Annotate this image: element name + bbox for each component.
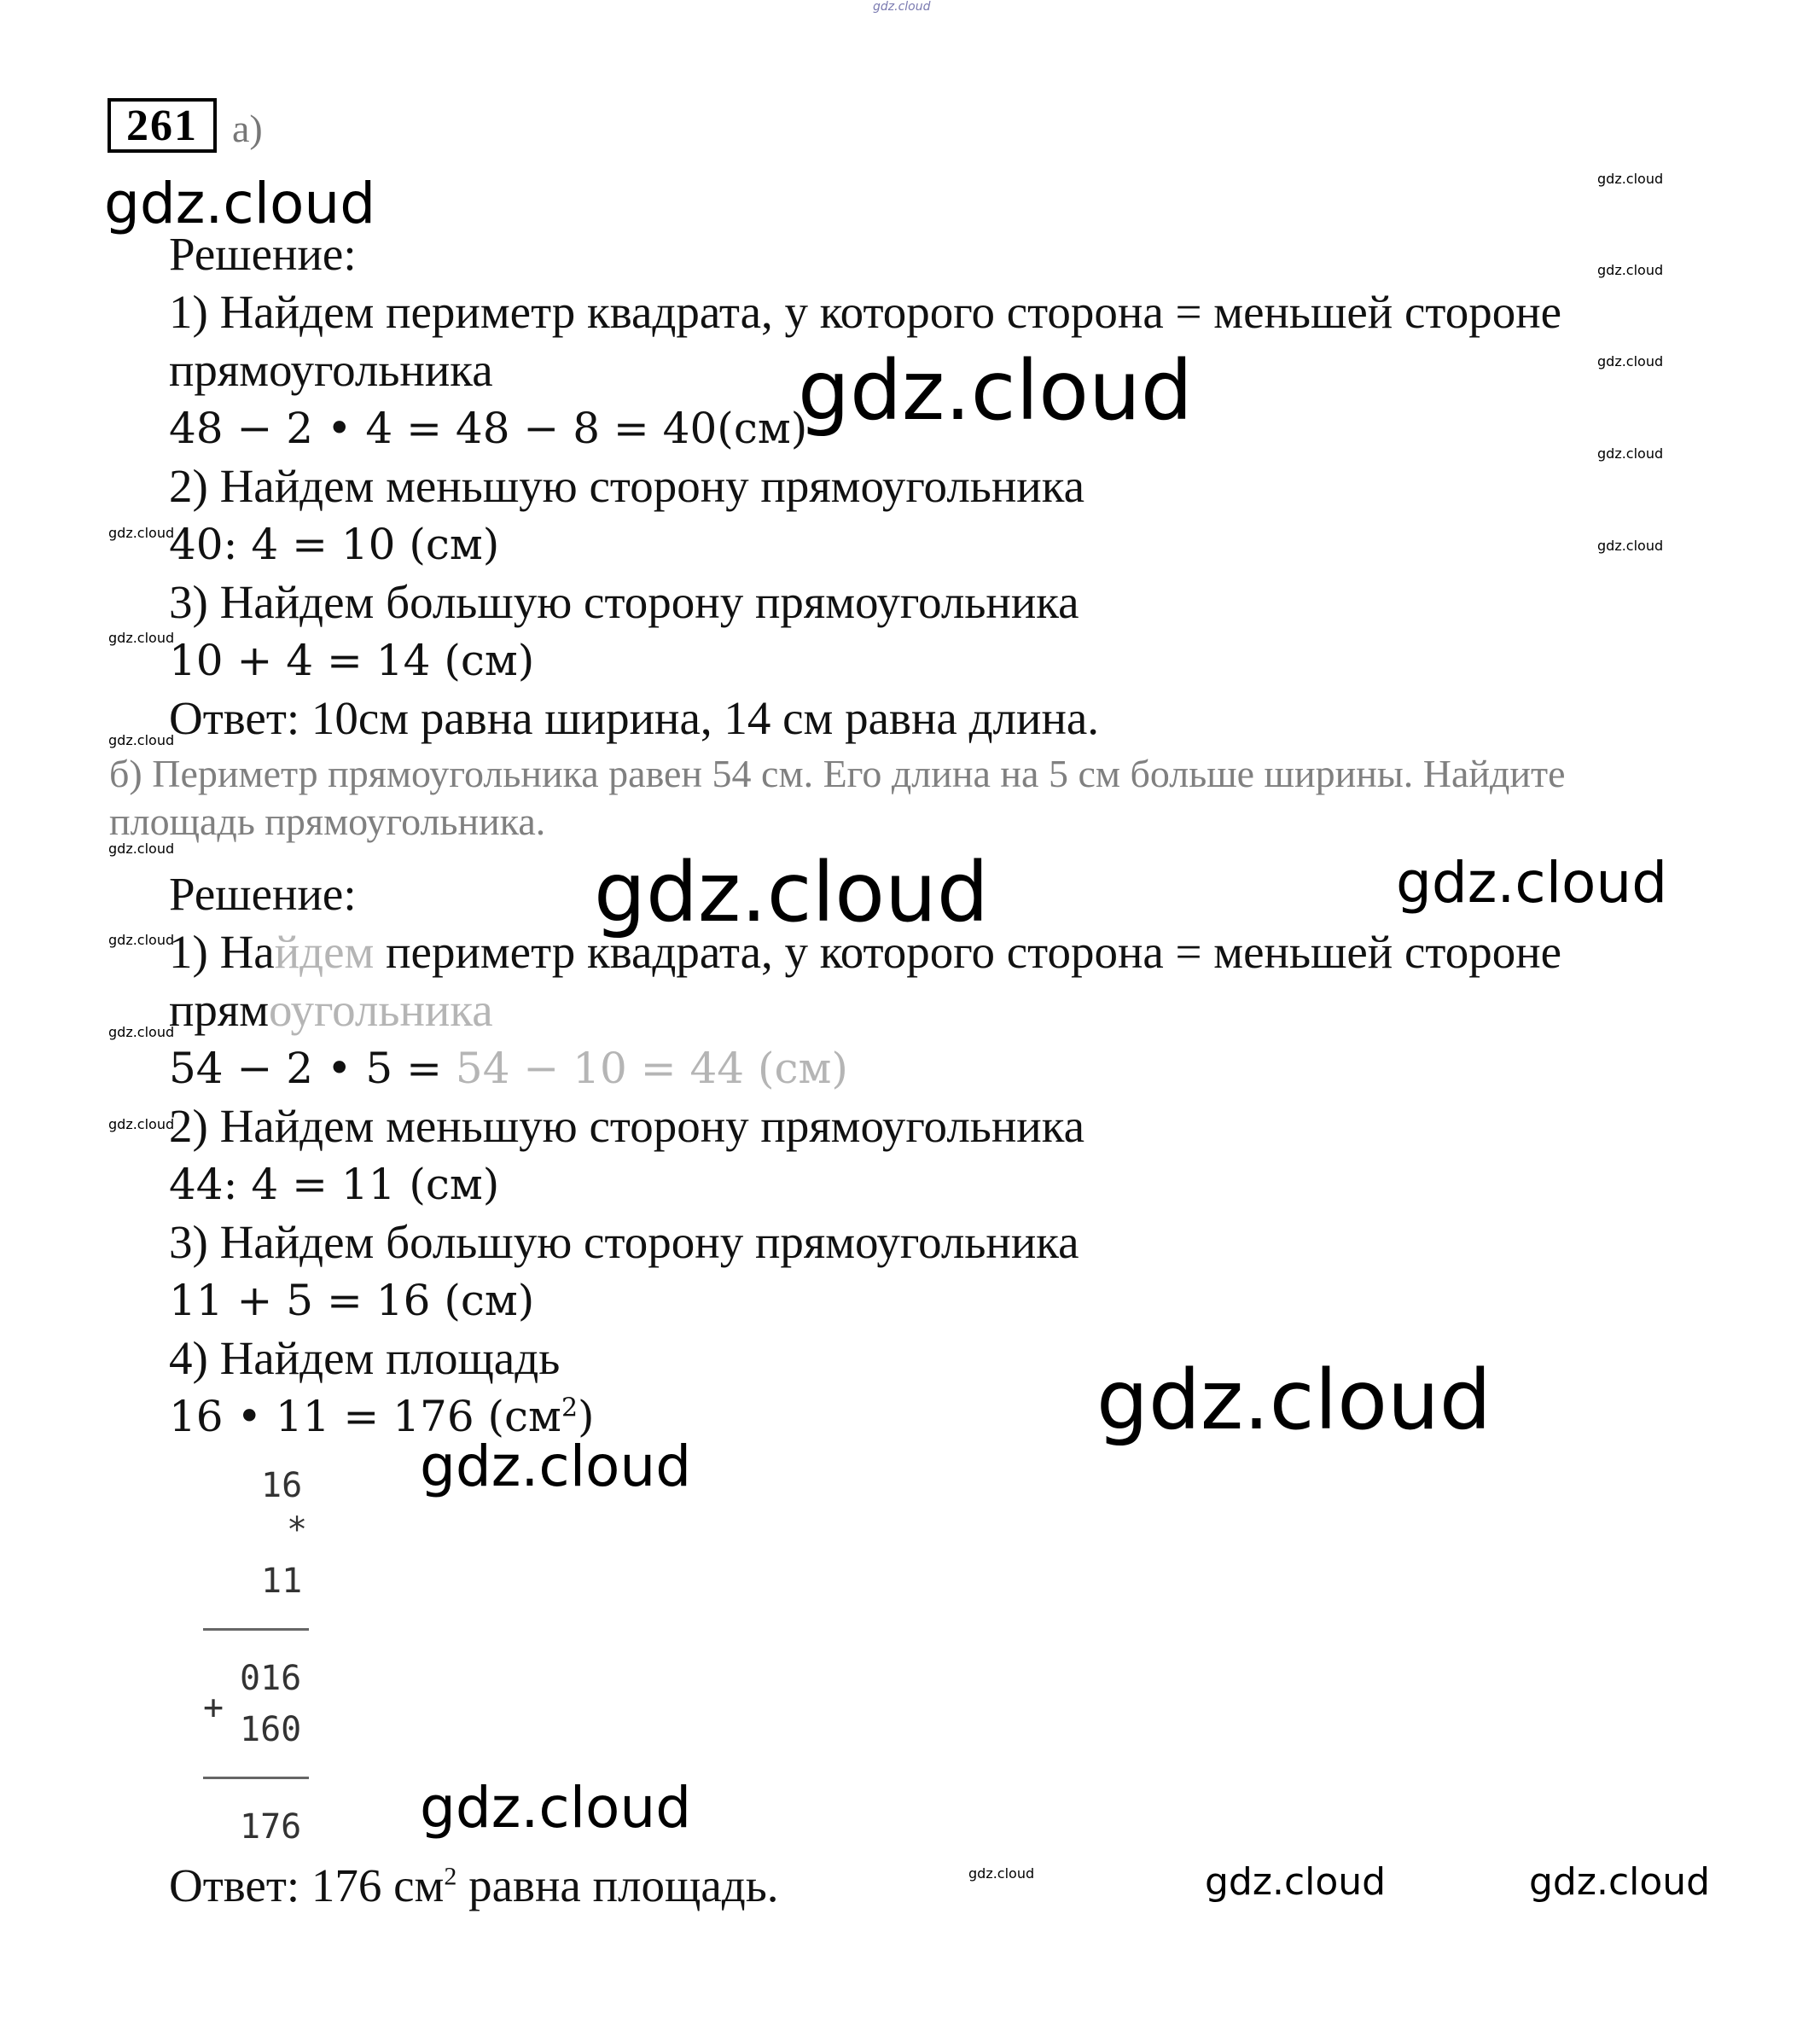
part-b-task-line2: площадь прямоугольника. <box>109 800 546 843</box>
watermark-medium: gdz.cloud <box>1205 1860 1387 1904</box>
column-rule-2 <box>203 1777 309 1779</box>
part-b-calc1: 54 − 2 • 5 = 54 − 10 = 44 (см) <box>169 1044 848 1093</box>
watermark-small: gdz.cloud <box>1597 171 1664 187</box>
watermark-small: gdz.cloud <box>1597 262 1664 278</box>
watermark-small: gdz.cloud <box>108 525 175 541</box>
watermark-small: gdz.cloud <box>108 630 175 646</box>
part-a-calc2: 40: 4 = 10 (см) <box>169 520 500 569</box>
part-b-task-line1: б) Периметр прямоугольника равен 54 см. Его длина на 5 см больше ширины. Найдите <box>109 752 1566 795</box>
part-b-step4: 4) Найдем площадь <box>169 1332 561 1384</box>
watermark-small: gdz.cloud <box>108 732 175 748</box>
watermark-small: gdz.cloud <box>108 841 175 857</box>
part-a-answer: Ответ: 10см равна ширина, 14 см равна длина. <box>169 692 1100 744</box>
column-multiply-sign: * <box>287 1510 308 1550</box>
column-partial2: 160 <box>240 1710 302 1749</box>
part-b-solution-heading: Решение: <box>169 868 357 920</box>
column-partial1: 016 <box>240 1659 302 1698</box>
part-a-calc3: 10 + 4 = 14 (см) <box>169 636 535 685</box>
watermark-small: gdz.cloud <box>108 1116 175 1132</box>
column-factor1: 16 <box>261 1466 303 1505</box>
watermark-top: gdz.cloud <box>873 0 931 14</box>
part-b-step1-cont: прямоугольника <box>169 984 493 1036</box>
part-a-step1: 1) Найдем периметр квадрата, у которого сторона = меньшей стороне <box>169 286 1562 338</box>
part-b-answer: Ответ: 176 $см^2$ равна площадь. <box>169 1859 779 1911</box>
watermark-large: gdz.cloud <box>798 343 1193 439</box>
watermark-small: gdz.cloud <box>1597 538 1664 554</box>
watermark-small: gdz.cloud <box>108 1024 175 1040</box>
part-a-calc1: 48 − 2 • 4 = 48 − 8 = 40(см) <box>169 404 808 453</box>
part-b-calc3: 11 + 5 = 16 (см) <box>169 1276 535 1325</box>
watermark-small: gdz.cloud <box>968 1865 1035 1882</box>
part-b-step3: 3) Найдем большую сторону прямоугольника <box>169 1216 1079 1268</box>
problem-number-box: 261 <box>108 98 217 153</box>
part-a-label: а) <box>232 107 263 150</box>
column-plus-sign: + <box>203 1688 224 1727</box>
column-rule-1 <box>203 1628 309 1631</box>
watermark-large: gdz.cloud <box>420 1434 692 1499</box>
watermark-large: gdz.cloud <box>104 171 376 236</box>
part-a-step3: 3) Найдем большую сторону прямоугольника <box>169 576 1079 628</box>
watermark-large: gdz.cloud <box>420 1775 692 1841</box>
part-b-calc4: 16 • 11 = 176 $(см^2)$ <box>169 1392 595 1441</box>
part-b-calc2: 44: 4 = 11 (см) <box>169 1160 500 1209</box>
watermark-large: gdz.cloud <box>1096 1352 1491 1448</box>
watermark-large: gdz.cloud <box>594 845 989 940</box>
watermark-medium: gdz.cloud <box>1529 1860 1711 1904</box>
part-a-step1-cont: прямоугольника <box>169 344 493 396</box>
part-a-solution-heading: Решение: <box>169 228 357 280</box>
watermark-large: gdz.cloud <box>1396 850 1668 916</box>
column-factor2: 11 <box>261 1562 303 1601</box>
watermark-small: gdz.cloud <box>1597 353 1664 369</box>
part-a-step2: 2) Найдем меньшую сторону прямоугольника <box>169 460 1085 512</box>
watermark-small: gdz.cloud <box>108 932 175 948</box>
part-b-step1: 1) Найдем периметр квадрата, у которого сторона = меньшей стороне <box>169 926 1562 978</box>
part-b-step2: 2) Найдем меньшую сторону прямоугольника <box>169 1100 1085 1152</box>
watermark-small: gdz.cloud <box>1597 445 1664 462</box>
column-result: 176 <box>240 1807 302 1847</box>
